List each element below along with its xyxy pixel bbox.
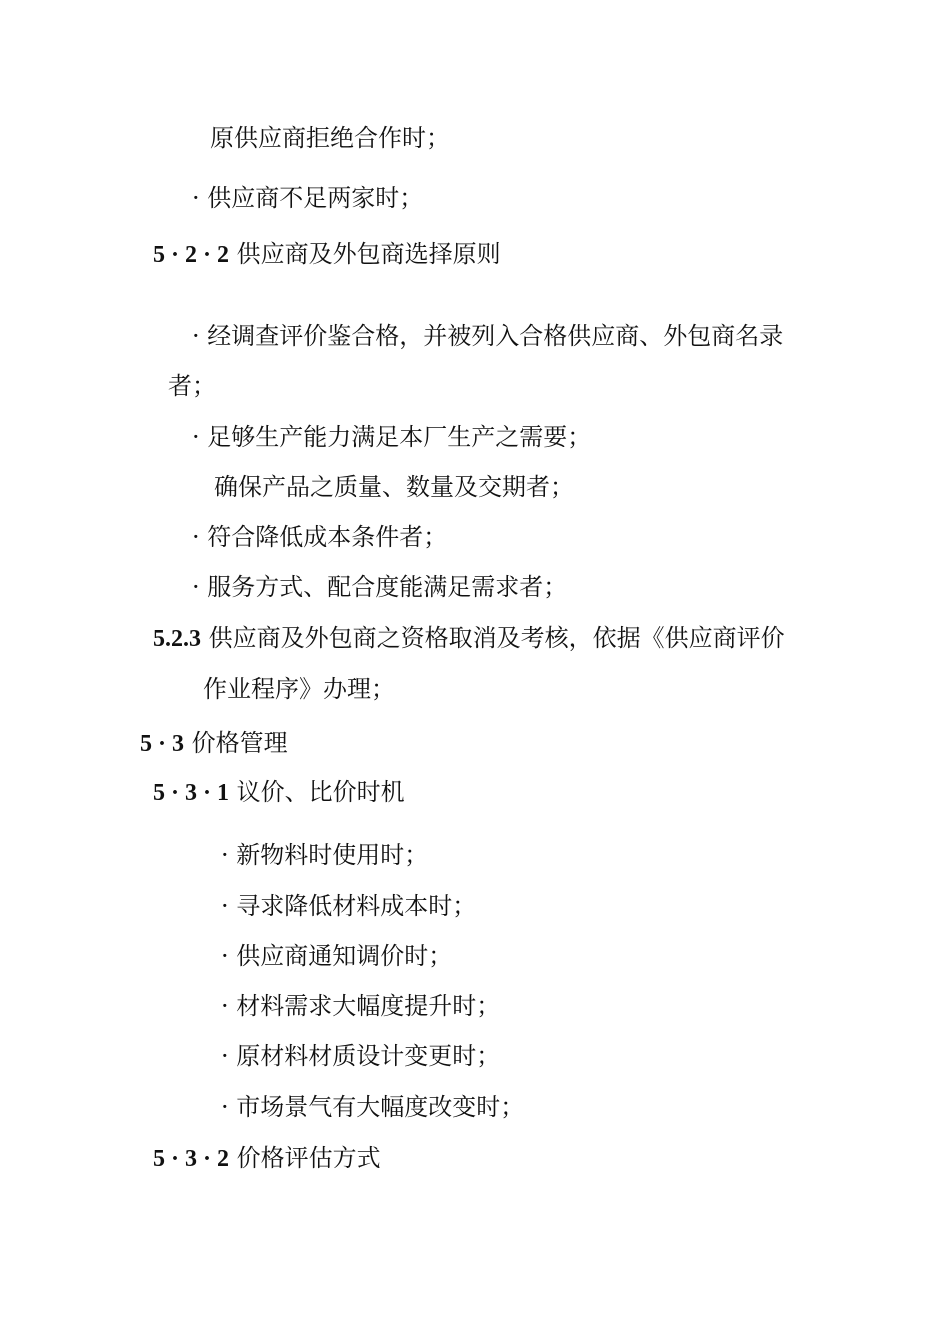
line-text: · 经调查评价鉴合格，并被列入合格供应商、外包商名录 — [192, 322, 784, 350]
paragraph-line — [210, 123, 450, 153]
paragraph-line — [214, 472, 574, 502]
section-title: 价格评估方式 — [236, 1144, 381, 1172]
line-text: · 服务方式、配合度能满足需求者； — [192, 573, 568, 601]
bullet-item — [221, 840, 428, 870]
line-text: · 新物料时使用时； — [221, 841, 429, 869]
line-text: · 市场景气有大幅度改变时； — [221, 1093, 525, 1121]
bullet-continuation — [168, 371, 216, 401]
bullet-item — [192, 572, 567, 602]
section-number: 5 · 3 · 1 — [153, 780, 230, 806]
line-text: · 供应商通知调价时； — [221, 942, 453, 970]
section-heading-5-2-2 — [153, 239, 501, 270]
bullet-item — [192, 422, 591, 452]
line-text: · 寻求降低材料成本时； — [221, 892, 477, 920]
section-heading-5-2-3 — [153, 623, 785, 654]
section-number: 5 · 3 — [140, 731, 185, 757]
bullet-item — [192, 321, 783, 351]
section-number: 5 · 3 · 2 — [153, 1146, 230, 1172]
bullet-item — [221, 991, 500, 1021]
bullet-item — [192, 183, 423, 213]
section-heading-5-3 — [140, 728, 288, 759]
bullet-item — [221, 1041, 500, 1071]
bullet-item — [221, 1092, 524, 1122]
bullet-item — [221, 941, 452, 971]
section-heading-5-3-2 — [153, 1143, 381, 1174]
bullet-item — [221, 891, 476, 921]
section-title: 议价、比价时机 — [236, 778, 405, 806]
line-text: · 材料需求大幅度提升时； — [221, 992, 501, 1020]
line-text: · 足够生产能力满足本厂生产之需要； — [192, 423, 592, 451]
line-text: · 原材料材质设计变更时； — [221, 1042, 501, 1070]
section-number: 5 · 2 · 2 — [153, 242, 230, 268]
section-heading-5-3-1 — [153, 777, 405, 808]
line-text: · 供应商不足两家时； — [192, 184, 424, 212]
paragraph-line — [203, 674, 395, 704]
line-text: 者； — [168, 372, 216, 400]
line-text: · 符合降低成本条件者； — [192, 523, 448, 551]
line-text: 作业程序》办理； — [203, 675, 395, 703]
section-number: 5.2.3 — [153, 626, 201, 652]
section-title: 供应商及外包商选择原则 — [236, 240, 501, 268]
section-title: 价格管理 — [191, 729, 288, 757]
section-title: 供应商及外包商之资格取消及考核，依据《供应商评价 — [208, 624, 785, 652]
line-text: 确保产品之质量、数量及交期者； — [214, 473, 574, 501]
line-text: 原供应商拒绝合作时； — [210, 124, 450, 152]
bullet-item — [192, 522, 447, 552]
